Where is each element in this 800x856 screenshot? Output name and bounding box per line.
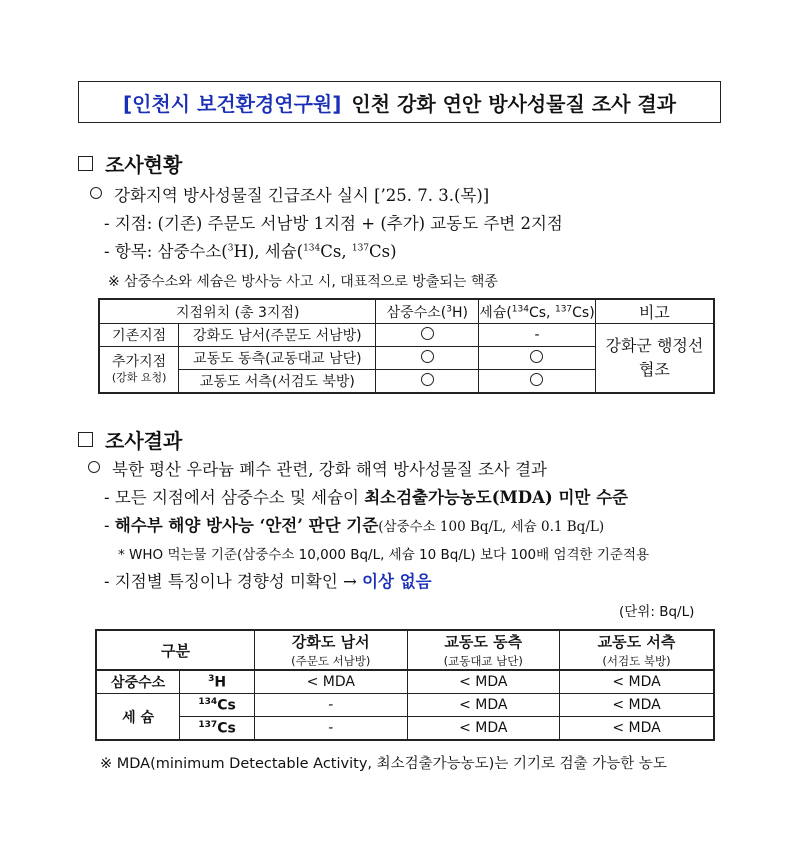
value-cell: < MDA	[407, 670, 559, 694]
dash: -	[104, 516, 115, 535]
group-added-label: 추가지점	[112, 353, 167, 370]
result-line-2-small: (삼중수소 100 Bq/L, 세슘 0.1 Bq/L)	[378, 519, 605, 535]
items-line	[104, 238, 397, 262]
site-line: - 지점: (기존) 주문도 서남방 1지점 + (추가) 교동도 주변 2지점	[104, 214, 563, 233]
o-mark-icon	[421, 373, 434, 386]
items-h: H), 세슘(	[233, 242, 304, 261]
value-cell: < MDA	[560, 694, 715, 717]
result-line-4a: - 지점별 특징이나 경향성 미확인 →	[104, 572, 363, 591]
result-line-1	[104, 484, 628, 508]
sup-137: 137	[351, 243, 370, 254]
result-line-4	[104, 568, 432, 592]
sup-134: 134	[303, 243, 321, 254]
header-site: 지점위치 (총 3지점)	[99, 299, 376, 324]
h3-cell	[376, 347, 479, 370]
value-cell: < MDA	[560, 670, 715, 694]
group-existing: 기존지점	[99, 324, 179, 347]
o-mark-icon	[530, 373, 543, 386]
site-cell: 강화도 남서(주문도 서남방)	[179, 324, 376, 347]
value-cell: < MDA	[407, 694, 559, 717]
header-col-3: 교동도 서측 (서검도 북방)	[560, 630, 715, 670]
section-heading-text: 조사결과	[105, 429, 183, 453]
who-note: * WHO 먹는물 기준(삼중수소 10,000 Bq/L, 세슘 10 Bq/L) 보다 100배 엄격한 기준적용	[118, 547, 650, 563]
section-heading-results	[78, 425, 182, 454]
value-cell: < MDA	[560, 717, 715, 741]
items-cs2: Cs)	[369, 242, 397, 261]
h3-cell	[376, 370, 479, 394]
status-item	[90, 182, 489, 206]
group-cesium: 세 슘	[96, 694, 180, 741]
o-mark-icon	[421, 327, 434, 340]
result-line-2-bold: 해수부 해양 방사능 ‘안전’ 판단 기준	[114, 516, 379, 535]
page-title	[78, 81, 721, 123]
cs-cell: -	[479, 324, 596, 347]
group-added-sub: (강화 요청)	[111, 370, 167, 384]
status-item-text: 강화지역 방사성물질 긴급조사 실시 [’25. 7. 3.(목)]	[114, 186, 490, 205]
table-row	[96, 670, 714, 694]
table-row	[96, 694, 714, 717]
unit-label: (단위: Bq/L)	[619, 604, 695, 620]
items-prefix: - 항목: 삼중수소(	[104, 242, 228, 261]
circle-bullet-icon	[88, 461, 100, 473]
result-line-1a: - 모든 지점에서 삼중수소 및 세슘이	[104, 488, 365, 507]
table-row	[96, 717, 714, 741]
title-main: 인천 강화 연안 방사성물질 조사 결과	[351, 91, 677, 116]
site-cell: 교동도 동측(교동대교 남단)	[179, 347, 376, 370]
header-tritium: 삼중수소($^3$H)	[376, 299, 479, 324]
checkbox-square-icon	[78, 156, 93, 171]
circle-bullet-icon	[90, 187, 102, 199]
header-col-1: 강화도 남서 (주문도 서남방)	[255, 630, 407, 670]
title-org: [인천시 보건환경연구원]	[122, 91, 342, 116]
cs-cell	[479, 347, 596, 370]
header-col-2: 교동도 동측 (교동대교 남단)	[407, 630, 559, 670]
nuclide-h3: $^3$H	[180, 670, 255, 694]
value-cell: < MDA	[255, 670, 407, 694]
sup-3: 3	[227, 243, 234, 254]
header-cesium: 세슘($^{134}$Cs, $^{137}$Cs)	[479, 299, 596, 324]
results-table	[95, 629, 715, 741]
nuclide-cs137: $^{137}$Cs	[180, 717, 255, 741]
sites-table	[98, 298, 715, 394]
h3-cell	[376, 324, 479, 347]
mda-footnote: ※ MDA(minimum Detectable Activity, 최소검출가능농도)는 기기로 검출 가능한 농도	[100, 756, 667, 772]
section-heading-text: 조사현황	[105, 153, 183, 177]
nuclide-note: ※ 삼중수소와 세슘은 방사능 사고 시, 대표적으로 방출되는 핵종	[108, 274, 498, 290]
section-heading-status	[78, 149, 182, 178]
table-row	[99, 324, 714, 347]
cs-cell	[479, 370, 596, 394]
results-item-text: 북한 평산 우라늄 폐수 관련, 강화 해역 방사성물질 조사 결과	[112, 460, 547, 479]
value-cell: < MDA	[407, 717, 559, 741]
value-cell: -	[255, 694, 407, 717]
value-cell: -	[255, 717, 407, 741]
result-line-2	[104, 512, 604, 536]
o-mark-icon	[421, 350, 434, 363]
items-cs1: Cs,	[320, 242, 352, 261]
group-added	[99, 347, 179, 394]
no-anomaly-text: 이상 없음	[362, 572, 432, 591]
o-mark-icon	[530, 350, 543, 363]
checkbox-square-icon	[78, 432, 93, 447]
site-cell: 교동도 서측(서검도 북방)	[179, 370, 376, 394]
remark-cell: 강화군 행정선 협조	[595, 324, 714, 394]
header-remark: 비고	[595, 299, 714, 324]
result-line-1b: 최소검출가능농도(MDA) 미만 수준	[364, 488, 628, 507]
nuclide-cs134: $^{134}$Cs	[180, 694, 255, 717]
results-item	[88, 456, 547, 480]
header-category: 구분	[96, 630, 255, 670]
group-tritium: 삼중수소	[96, 670, 180, 694]
